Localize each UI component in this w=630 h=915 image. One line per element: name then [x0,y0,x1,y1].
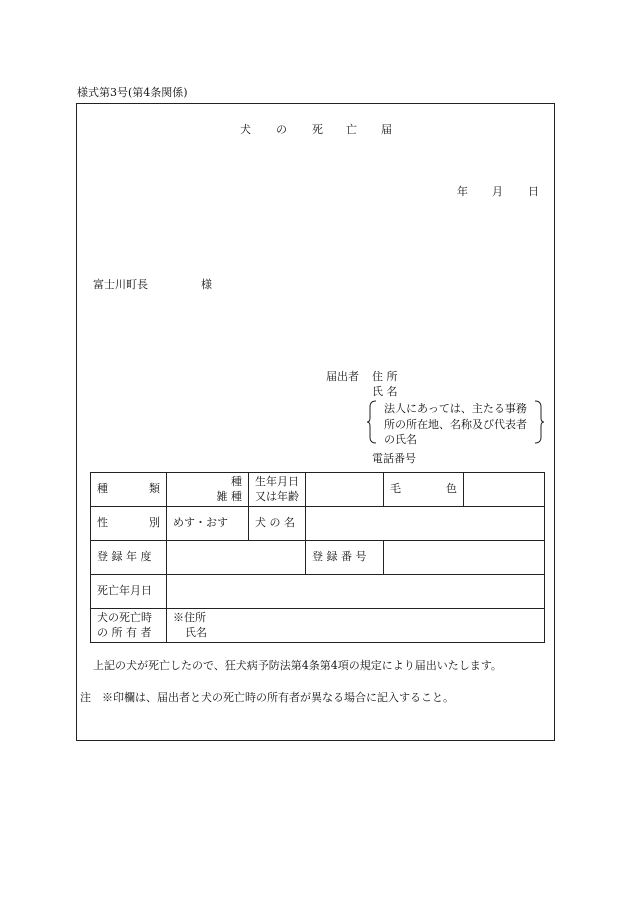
title-char: 犬 [240,123,251,136]
sex-label-cell [91,507,167,541]
title-char: 亡 [346,123,357,136]
dob-label-line: 又は年齢 [255,489,299,503]
breed-label-char: 種 [97,482,108,496]
table-row [91,541,545,575]
death-date-label-cell: 死亡年月日 [91,575,167,609]
table-row [91,575,545,609]
owner-address-label: ※住所 [173,611,206,625]
registration-number-label-cell: 登 録 番 号 [306,541,384,575]
corporation-note-line: の氏名 [384,433,417,446]
coat-color-label-cell [384,473,464,507]
corporation-note-line: 所の所在地、名称及び代表者 [384,418,527,431]
owner-label-line: の 所 有 者 [97,625,152,639]
registration-year-value-cell[interactable] [167,541,306,575]
date-month-label: 月 [492,185,503,198]
table-row [91,473,545,507]
owner-name-label: 氏名 [185,625,207,639]
breed-type-pure: 種 [231,475,242,489]
notifier-address-label: 住 所 [372,370,398,383]
notifier-phone-label: 電話番号 [372,452,416,465]
owner-label-line: 犬の死亡時 [97,611,152,625]
table-row [91,507,545,541]
owner-label-cell [91,609,167,643]
coat-color-value-cell[interactable] [464,473,545,507]
addressee-label: 富士川町長 [93,278,148,291]
dog-details-table [90,472,545,643]
breed-type-cell [167,473,249,507]
notifier-label: 届出者 [326,370,359,383]
breed-label-char: 類 [149,482,160,496]
registration-year-label-cell: 登 録 年 度 [91,541,167,575]
breed-label-cell [91,473,167,507]
coat-color-label-char: 毛 [390,482,401,496]
coat-color-label-char: 色 [446,482,457,496]
owner-value-cell[interactable] [167,609,545,643]
note-text: 注 ※印欄は、届出者と犬の死亡時の所有者が異なる場合に記入すること。 [80,691,454,704]
dog-name-label-cell: 犬 の 名 [249,507,306,541]
title-char: 届 [381,123,392,136]
form-number: 様式第3号(第4条関係) [77,86,188,99]
death-date-value-cell[interactable] [167,575,545,609]
dob-label-cell [249,473,306,507]
title-char: 死 [312,123,323,136]
dog-name-value-cell[interactable] [306,507,545,541]
dob-label-line: 生年月日 [255,475,299,489]
date-year-label: 年 [457,185,468,198]
addressee-honorific: 様 [201,278,212,291]
sex-options-cell[interactable]: めす・おす [167,507,249,541]
sex-label-char: 別 [149,516,160,530]
title-char: の [276,123,287,136]
statement-text: 上記の犬が死亡したので、狂犬病予防法第4条第4項の規定により届出いたします。 [93,659,502,672]
date-day-label: 日 [528,185,539,198]
notifier-name-label: 氏 名 [372,385,398,398]
table-row [91,609,545,643]
dob-value-cell[interactable] [306,473,384,507]
breed-type-mixed: 雑 種 [216,489,242,503]
registration-number-value-cell[interactable] [384,541,545,575]
sex-label-char: 性 [97,516,108,530]
corporation-note-line: 法人にあっては、主たる事務 [384,402,527,415]
